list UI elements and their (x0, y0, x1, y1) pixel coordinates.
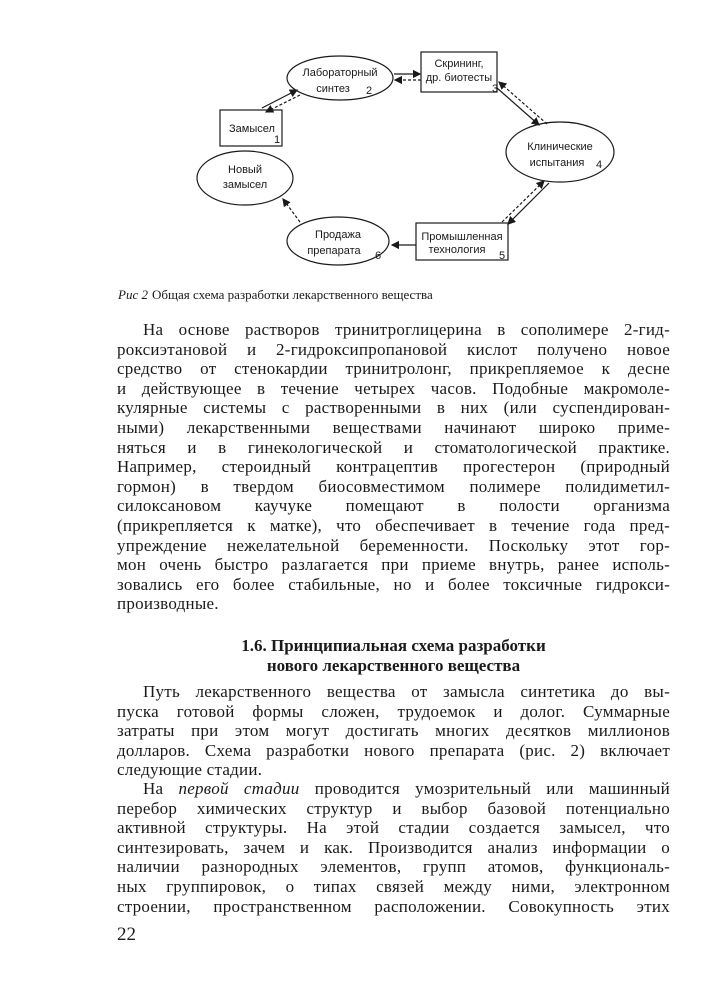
svg-text:синтез: синтез (316, 83, 350, 95)
text-span: проводится умозрительный или машинный (299, 779, 670, 798)
page-number: 22 (117, 924, 136, 945)
paragraph-2 (117, 682, 670, 780)
svg-text:6: 6 (375, 250, 382, 262)
node-label: Замысел (229, 123, 275, 135)
text-line: упреждение нежелательной беременности. Поскольку этот гор- (117, 535, 670, 555)
text-line: гормон) в твердом биосовместимом полимере полидиметил- (117, 476, 670, 496)
text-span: На (143, 779, 179, 798)
text-line: роксиэтановой и 2-гидроксипропановой кислот получено новое (117, 339, 670, 359)
svg-text:др. биотесты: др. биотесты (425, 72, 493, 84)
text-line: производные. (117, 594, 219, 614)
text-line: затраты при этом могут достигать многих десятков миллионов (117, 721, 670, 741)
text-line: Например, стероидный контрацептив прогестерон (природный (117, 457, 670, 477)
arrow-4-5 (508, 183, 549, 224)
text-line: На основе растворов тринитроглицерина в сополимере 2-гид- (143, 320, 670, 339)
svg-text:2: 2 (366, 85, 373, 97)
text-line: долларов. Схема разработки нового препарата (рис. 2) включает (117, 740, 670, 760)
text-line: (прикрепляется к матке), что обеспечивает в течение года пред- (117, 515, 670, 535)
paragraph-1 (117, 320, 670, 614)
text-line: мон очень быстро разлагается при приеме внутрь, ранее исполь- (117, 555, 670, 575)
text-line: активной структуры. На этой стадии создается замысел, что (117, 818, 670, 838)
svg-text:технология: технология (428, 244, 486, 256)
text-line: строении, пространственном расположении. Совокупность этих (117, 896, 670, 916)
svg-text:препарата: препарата (307, 245, 361, 257)
node-ellipse-new (197, 151, 293, 205)
figure-label: Рис 2 (118, 287, 148, 302)
emphasis-text: первой стадии (178, 779, 300, 798)
paragraph-3 (117, 779, 670, 916)
svg-text:3: 3 (492, 83, 499, 95)
text-line: ных группировок, о типах связей между ними, электронном (117, 876, 670, 896)
text-line: синтезировать, зачем и как. Производится анализ информации о (117, 837, 670, 857)
svg-text:замысел: замысел (222, 179, 268, 191)
text-line: силоксановом каучуке помещают в полости организма (117, 496, 670, 516)
text-line: няться и в гинекологической и стоматологической практике. (117, 437, 670, 457)
figure-caption (118, 287, 433, 303)
svg-text:Новый: Новый (228, 164, 262, 176)
text-line: следующие стадии. (117, 760, 263, 780)
text-line: зовались его более стабильные, но и более токсичные гидрокси- (117, 574, 670, 594)
arrow-6-new (283, 199, 300, 222)
drug-development-diagram (0, 0, 703, 290)
text-line: Путь лекарственного вещества от замысла синтетика до вы- (143, 682, 670, 701)
heading-line: 1.6. Принципиальная схема разработки (241, 636, 546, 655)
text-line: перебор химических структур и выбор базовой потенциально (117, 798, 670, 818)
caption-text: Общая схема разработки лекарственного вещества (151, 287, 433, 302)
text-line: ными) лекарственными веществами начинают широко приме- (117, 417, 670, 437)
arrow-3-4 (497, 88, 539, 125)
text-line (117, 779, 670, 799)
text-line: кулярные системы с растворенными в них (или суспендирован- (117, 398, 670, 418)
node-ellipse-6 (287, 217, 389, 265)
arrow-5-4 (502, 181, 544, 222)
svg-text:Продажа: Продажа (315, 229, 361, 241)
text-line: пуска готовой формы сложен, трудоемок и долог. Суммарные (117, 701, 670, 721)
text-line: средство от стенокардии тринитролонг, прикрепляемое к десне (117, 359, 670, 379)
svg-text:Лабораторный: Лабораторный (302, 67, 378, 79)
svg-text:5: 5 (499, 250, 506, 262)
svg-text:испытания: испытания (529, 157, 585, 169)
svg-text:1: 1 (274, 134, 281, 146)
svg-text:Клинические: Клинические (527, 141, 593, 153)
svg-text:Промышленная: Промышленная (421, 231, 503, 243)
section-heading (117, 636, 670, 676)
heading-line: нового лекарственного вещества (266, 656, 521, 675)
text-line: наличии разнородных элементов, групп атомов, функциональ- (117, 857, 670, 877)
svg-text:Скрининг,: Скрининг, (434, 58, 484, 70)
text-line: и действующее в течение четырех часов. Подобные макромоле- (117, 378, 670, 398)
arrow-4-3 (499, 82, 547, 124)
svg-text:4: 4 (596, 159, 603, 171)
